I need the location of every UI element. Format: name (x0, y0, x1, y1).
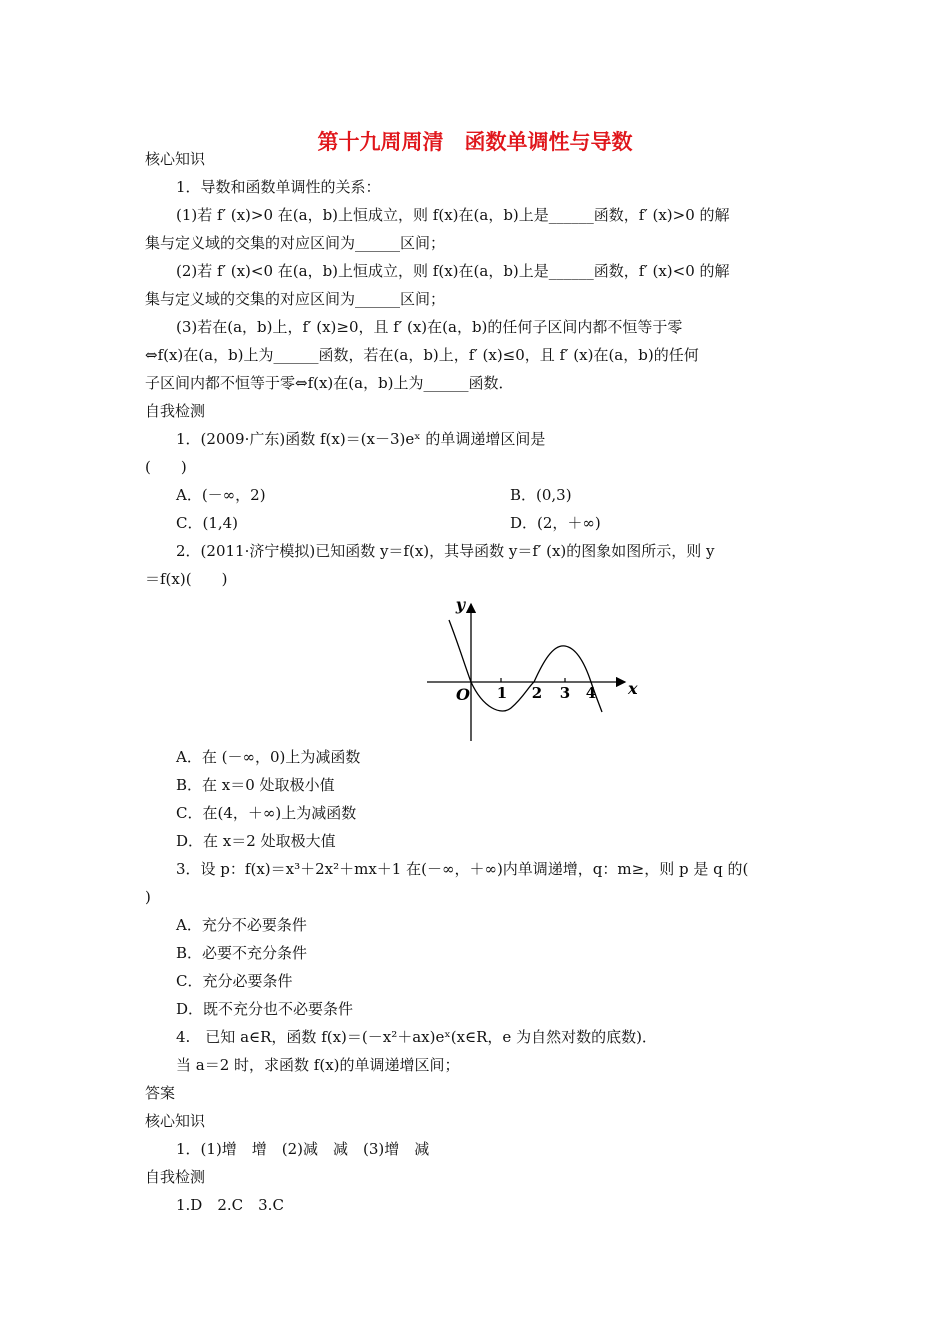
core-p1-line1: (1)若 f′ (x)>0 在(a，b)上恒成立，则 f(x)在(a，b)上是______函数，f′ (x)>0 的解 (176, 206, 730, 224)
q1-option-a: A．(－∞，2) (176, 486, 266, 504)
answers-self: 1.D 2.C 3.C (176, 1196, 284, 1214)
answers-core: 1．(1)增 增 (2)减 减 (3)增 减 (176, 1140, 430, 1158)
q3-line2: ) (145, 888, 151, 906)
q2-line1: 2．(2011·济宁模拟)已知函数 y＝f(x)，其导函数 y＝f′ (x)的图象如图所示，则 y (176, 542, 715, 560)
y-axis-label: y (455, 596, 465, 614)
answers-heading: 答案 (145, 1084, 176, 1102)
q2-option-c: C．在(4，＋∞)上为减函数 (176, 804, 357, 822)
origin-label: O (456, 685, 470, 704)
q1-option-d: D．(2，＋∞) (510, 514, 601, 532)
core-p2-line2: 集与定义域的交集的对应区间为______区间； (145, 290, 446, 308)
q1-option-b: B．(0,3) (510, 486, 572, 504)
q3-option-c: C．充分必要条件 (176, 972, 293, 990)
core-item-1: 1．导数和函数单调性的关系： (176, 178, 381, 196)
q2-line2: ＝f(x)( ) (145, 570, 228, 588)
tick-label-1: 1 (496, 684, 508, 702)
tick-label-3: 3 (559, 684, 571, 702)
q1-line1: 1．(2009·广东)函数 f(x)＝(x－3)eˣ 的单调递增区间是 (176, 430, 546, 448)
q4-line2: 当 a＝2 时，求函数 f(x)的单调递增区间； (176, 1056, 460, 1074)
q3-option-b: B．必要不充分条件 (176, 944, 308, 962)
q2-option-d: D．在 x＝2 处取极大值 (176, 832, 336, 850)
core-p1-line2: 集与定义域的交集的对应区间为______区间； (145, 234, 446, 252)
core-heading: 核心知识 (145, 150, 206, 168)
core-p3-line2: ⇔f(x)在(a，b)上为______函数，若在(a，b)上，f′ (x)≤0，且 f′ (x)在(a，b)的任何 (145, 346, 699, 364)
core-p3-line3: 子区间内都不恒等于零⇔f(x)在(a，b)上为______函数． (145, 374, 514, 392)
core-p3-line1: (3)若在(a，b)上，f′ (x)≥0，且 f′ (x)在(a，b)的任何子区间内都不恒等于零 (176, 318, 683, 336)
derivative-curve (449, 620, 602, 712)
q3-option-a: A．充分不必要条件 (176, 916, 307, 934)
core-p2-line1: (2)若 f′ (x)<0 在(a，b)上恒成立，则 f(x)在(a，b)上是______函数，f′ (x)<0 的解 (176, 262, 730, 280)
answers-self-heading: 自我检测 (145, 1168, 206, 1186)
derivative-graph (425, 596, 640, 741)
self-heading: 自我检测 (145, 402, 206, 420)
q1-line2: ( ) (145, 458, 187, 476)
page-title: 第十九周周清 函数单调性与导数 (317, 130, 633, 154)
answers-core-heading: 核心知识 (145, 1112, 206, 1130)
q3-option-d: D．既不充分也不必要条件 (176, 1000, 354, 1018)
tick-label-2: 2 (531, 684, 543, 702)
q2-option-a: A．在 (－∞，0)上为减函数 (176, 748, 361, 766)
x-axis-label: x (628, 679, 638, 698)
q4-line1: 4. 已知 a∈R，函数 f(x)＝(－x²＋ax)eˣ(x∈R，e 为自然对数的底数)． (176, 1028, 657, 1046)
q3-line1: 3．设 p：f(x)＝x³＋2x²＋mx＋1 在(－∞，＋∞)内单调递增，q：m≥，则 p 是 q 的( (176, 860, 749, 878)
tick-label-4: 4 (585, 684, 597, 702)
q2-option-b: B．在 x＝0 处取极小值 (176, 776, 335, 794)
q1-option-c: C．(1,4) (176, 514, 239, 532)
